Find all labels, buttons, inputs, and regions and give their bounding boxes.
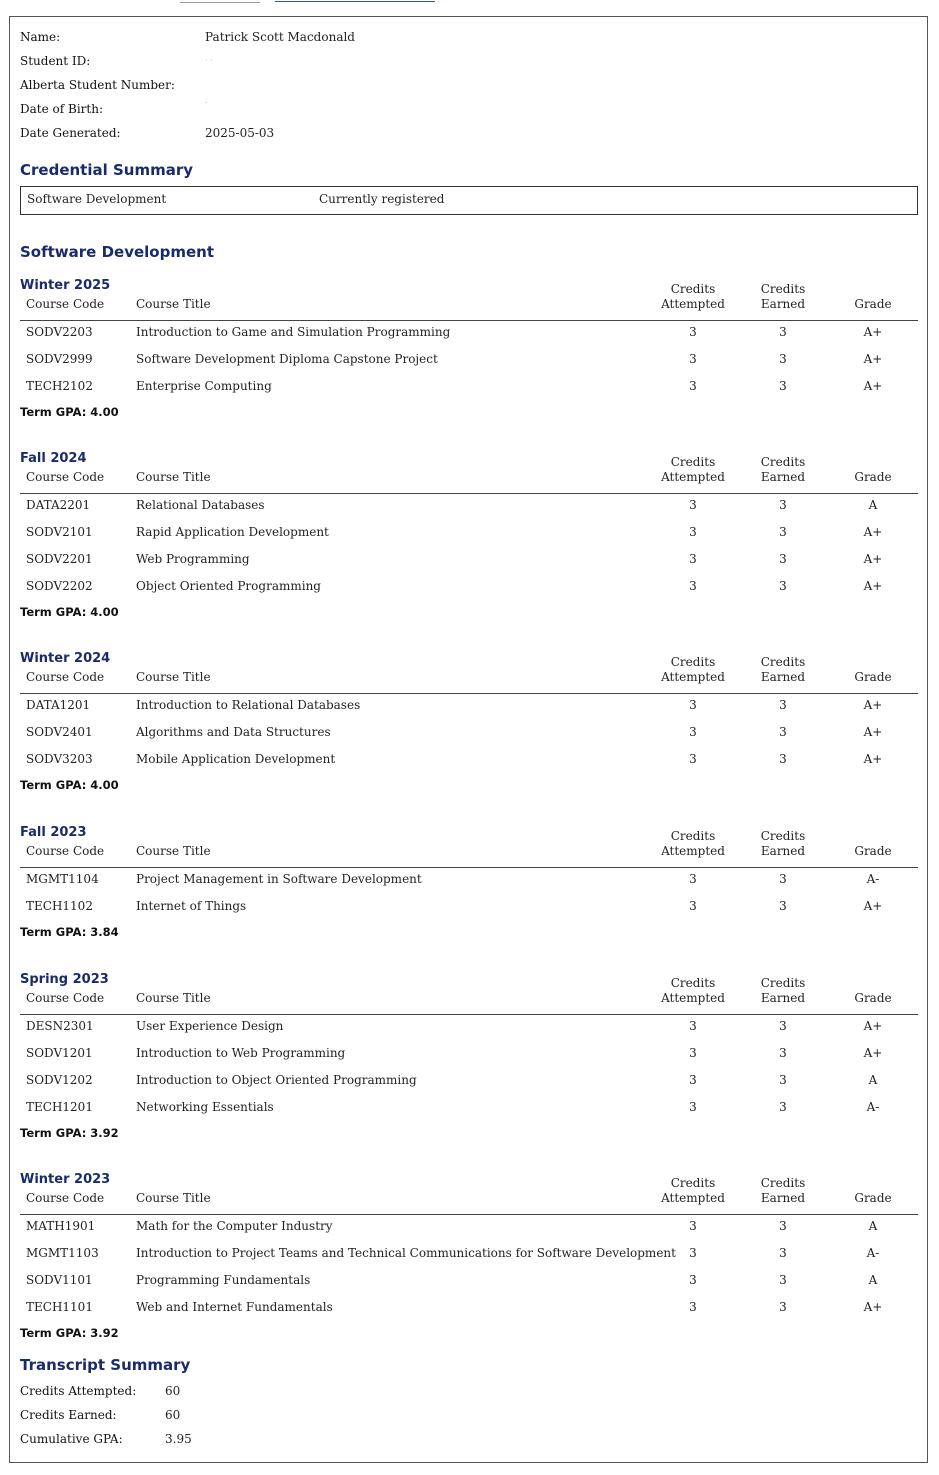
course-code: SODV3203 <box>26 752 93 766</box>
credits-attempted-value: 3 <box>689 579 697 593</box>
grade-value: A+ <box>863 325 883 339</box>
header-divider <box>20 320 918 321</box>
col-header-grade: Grade <box>854 1191 892 1205</box>
credits-attempted-value: 3 <box>689 525 697 539</box>
value-name: Patrick Scott Macdonald <box>205 30 355 44</box>
credits-attempted-value: 3 <box>689 1073 697 1087</box>
grade-value: A <box>868 498 878 512</box>
course-title: Web Programming <box>136 552 250 566</box>
course-title: Project Management in Software Development <box>136 872 422 886</box>
grade-value: A- <box>866 1246 880 1260</box>
course-code: SODV1101 <box>26 1273 93 1287</box>
col-header-course-title: Course Title <box>136 297 211 311</box>
col-header-credits-attempted: Credits <box>670 829 716 843</box>
col-header-credits-earned: Credits <box>760 655 806 669</box>
program-heading: Software Development <box>20 243 214 261</box>
col-header-credits-attempted: Attempted <box>661 991 725 1005</box>
col-header-credits-earned: Earned <box>760 1191 806 1205</box>
credits-earned-value: 3 <box>779 525 787 539</box>
credits-attempted-value: 3 <box>689 1019 697 1033</box>
credits-earned-value: 3 <box>779 325 787 339</box>
course-title: Rapid Application Development <box>136 525 329 539</box>
grade-value: A+ <box>863 899 883 913</box>
course-title: Introduction to Project Teams and Technical Communications for Software Development <box>136 1246 676 1260</box>
term-title: Winter 2023 <box>20 1172 111 1187</box>
col-header-credits-earned: Credits <box>760 282 806 296</box>
course-title: Math for the Computer Industry <box>136 1219 333 1233</box>
course-title: Software Development Diploma Capstone Project <box>136 352 438 366</box>
header-divider <box>20 693 918 694</box>
course-code: TECH1102 <box>26 899 93 913</box>
credits-earned-value: 3 <box>779 1019 787 1033</box>
course-title: Networking Essentials <box>136 1100 274 1114</box>
course-code: SODV2999 <box>26 352 93 366</box>
course-title: User Experience Design <box>136 1019 284 1033</box>
col-header-credits-earned: Credits <box>760 1176 806 1190</box>
col-header-course-title: Course Title <box>136 1191 211 1205</box>
term-title: Spring 2023 <box>20 972 109 987</box>
label-credits-attempted: Credits Attempted: <box>20 1384 137 1398</box>
credits-attempted-value: 3 <box>689 498 697 512</box>
col-header-credits-attempted: Attempted <box>661 844 725 858</box>
label-student-id: Student ID: <box>20 54 91 68</box>
col-header-grade: Grade <box>854 991 892 1005</box>
course-title: Programming Fundamentals <box>136 1273 311 1287</box>
label-dob: Date of Birth: <box>20 102 103 116</box>
credits-earned-value: 3 <box>779 1073 787 1087</box>
term-title: Winter 2025 <box>20 278 111 293</box>
credits-attempted-value: 3 <box>689 352 697 366</box>
term-gpa: Term GPA: 4.00 <box>20 778 119 792</box>
grade-value: A+ <box>863 579 883 593</box>
col-header-grade: Grade <box>854 670 892 684</box>
col-header-credits-attempted: Credits <box>670 655 716 669</box>
value-dob: - <box>205 98 208 107</box>
value-cumulative-gpa: 3.95 <box>165 1432 192 1446</box>
credits-earned-value: 3 <box>779 498 787 512</box>
credential-program: Software Development <box>27 192 167 206</box>
course-code: DESN2301 <box>26 1019 94 1033</box>
header-divider <box>20 1214 918 1215</box>
course-title: Object Oriented Programming <box>136 579 321 593</box>
course-title: Web and Internet Fundamentals <box>136 1300 333 1314</box>
term-gpa: Term GPA: 3.92 <box>20 1326 119 1340</box>
grade-value: A+ <box>863 725 883 739</box>
grade-value: A+ <box>863 752 883 766</box>
col-header-credits-attempted: Attempted <box>661 1191 725 1205</box>
credits-attempted-value: 3 <box>689 325 697 339</box>
credential-status: Currently registered <box>319 192 445 206</box>
value-credits-earned: 60 <box>165 1408 181 1422</box>
header-divider <box>20 867 918 868</box>
col-header-course-code: Course Code <box>26 297 105 311</box>
grade-value: A+ <box>863 1019 883 1033</box>
col-header-credits-earned: Earned <box>760 297 806 311</box>
label-asn: Alberta Student Number: <box>20 78 175 92</box>
credits-earned-value: 3 <box>779 1300 787 1314</box>
credits-earned-value: 3 <box>779 872 787 886</box>
course-title: Relational Databases <box>136 498 265 512</box>
credits-earned-value: 3 <box>779 1046 787 1060</box>
col-header-credits-attempted: Attempted <box>661 470 725 484</box>
grade-value: A- <box>866 872 880 886</box>
credits-attempted-value: 3 <box>689 698 697 712</box>
credits-attempted-value: 3 <box>689 752 697 766</box>
col-header-course-title: Course Title <box>136 470 211 484</box>
col-header-credits-attempted: Credits <box>670 282 716 296</box>
credits-attempted-value: 3 <box>689 872 697 886</box>
grade-value: A+ <box>863 552 883 566</box>
course-code: SODV2401 <box>26 725 93 739</box>
credits-attempted-value: 3 <box>689 1273 697 1287</box>
cut-off-link-line <box>275 0 435 2</box>
credits-attempted-value: 3 <box>689 1219 697 1233</box>
col-header-course-title: Course Title <box>136 991 211 1005</box>
col-header-course-code: Course Code <box>26 991 105 1005</box>
grade-value: A <box>868 1073 878 1087</box>
course-title: Mobile Application Development <box>136 752 336 766</box>
col-header-credits-earned: Credits <box>760 455 806 469</box>
course-title: Introduction to Game and Simulation Programming <box>136 325 451 339</box>
grade-value: A <box>868 1219 878 1233</box>
grade-value: A+ <box>863 525 883 539</box>
course-code: MGMT1103 <box>26 1246 99 1260</box>
grade-value: A+ <box>863 698 883 712</box>
col-header-grade: Grade <box>854 297 892 311</box>
credits-earned-value: 3 <box>779 379 787 393</box>
credits-attempted-value: 3 <box>689 1046 697 1060</box>
header-divider <box>20 493 918 494</box>
col-header-credits-attempted: Credits <box>670 455 716 469</box>
credential-summary-box <box>20 186 918 215</box>
credential-summary-heading: Credential Summary <box>20 161 194 179</box>
term-gpa: Term GPA: 4.00 <box>20 405 119 419</box>
label-date-generated: Date Generated: <box>20 126 121 140</box>
grade-value: A+ <box>863 1046 883 1060</box>
col-header-grade: Grade <box>854 844 892 858</box>
course-code: SODV2203 <box>26 325 93 339</box>
col-header-course-code: Course Code <box>26 844 105 858</box>
credits-earned-value: 3 <box>779 1246 787 1260</box>
course-title: Algorithms and Data Structures <box>136 725 331 739</box>
credits-attempted-value: 3 <box>689 899 697 913</box>
col-header-credits-attempted: Attempted <box>661 297 725 311</box>
grade-value: A+ <box>863 1300 883 1314</box>
course-code: SODV1201 <box>26 1046 93 1060</box>
credits-attempted-value: 3 <box>689 1300 697 1314</box>
col-header-credits-earned: Credits <box>760 976 806 990</box>
grade-value: A+ <box>863 352 883 366</box>
col-header-credits-attempted: Attempted <box>661 670 725 684</box>
term-title: Winter 2024 <box>20 651 111 666</box>
label-name: Name: <box>20 30 61 44</box>
cut-off-text-line <box>180 0 260 3</box>
grade-value: A+ <box>863 379 883 393</box>
course-code: MATH1901 <box>26 1219 96 1233</box>
credits-earned-value: 3 <box>779 1100 787 1114</box>
course-code: SODV2101 <box>26 525 93 539</box>
value-date-generated: 2025-05-03 <box>205 126 275 140</box>
credits-earned-value: 3 <box>779 698 787 712</box>
previous-page-fragment <box>0 0 939 6</box>
credits-earned-value: 3 <box>779 725 787 739</box>
col-header-credits-earned: Earned <box>760 844 806 858</box>
col-header-course-code: Course Code <box>26 1191 105 1205</box>
credits-earned-value: 3 <box>779 579 787 593</box>
course-title: Internet of Things <box>136 899 247 913</box>
course-code: SODV1202 <box>26 1073 93 1087</box>
term-title: Fall 2024 <box>20 451 87 466</box>
credits-earned-value: 3 <box>779 552 787 566</box>
course-code: SODV2202 <box>26 579 93 593</box>
col-header-credits-earned: Credits <box>760 829 806 843</box>
term-title: Fall 2023 <box>20 825 87 840</box>
grade-value: A- <box>866 1100 880 1114</box>
label-credits-earned: Credits Earned: <box>20 1408 117 1422</box>
col-header-credits-attempted: Credits <box>670 976 716 990</box>
credits-earned-value: 3 <box>779 752 787 766</box>
col-header-credits-earned: Earned <box>760 670 806 684</box>
label-cumulative-gpa: Cumulative GPA: <box>20 1432 123 1446</box>
transcript-summary-heading: Transcript Summary <box>20 1356 191 1374</box>
term-gpa: Term GPA: 4.00 <box>20 605 119 619</box>
col-header-course-code: Course Code <box>26 670 105 684</box>
course-code: TECH1101 <box>26 1300 93 1314</box>
course-title: Introduction to Relational Databases <box>136 698 361 712</box>
col-header-course-title: Course Title <box>136 670 211 684</box>
col-header-course-title: Course Title <box>136 844 211 858</box>
credits-attempted-value: 3 <box>689 1100 697 1114</box>
credits-attempted-value: 3 <box>689 552 697 566</box>
grade-value: A <box>868 1273 878 1287</box>
col-header-credits-earned: Earned <box>760 991 806 1005</box>
col-header-credits-attempted: Credits <box>670 1176 716 1190</box>
course-title: Introduction to Web Programming <box>136 1046 346 1060</box>
credits-earned-value: 3 <box>779 352 787 366</box>
course-title: Enterprise Computing <box>136 379 272 393</box>
course-title: Introduction to Object Oriented Programming <box>136 1073 417 1087</box>
col-header-credits-earned: Earned <box>760 470 806 484</box>
course-code: SODV2201 <box>26 552 93 566</box>
credits-earned-value: 3 <box>779 899 787 913</box>
credits-earned-value: 3 <box>779 1219 787 1233</box>
value-credits-attempted: 60 <box>165 1384 181 1398</box>
course-code: MGMT1104 <box>26 872 99 886</box>
col-header-grade: Grade <box>854 470 892 484</box>
term-gpa: Term GPA: 3.84 <box>20 925 119 939</box>
course-code: TECH2102 <box>26 379 93 393</box>
course-code: DATA1201 <box>26 698 91 712</box>
credits-attempted-value: 3 <box>689 725 697 739</box>
course-code: DATA2201 <box>26 498 91 512</box>
credits-attempted-value: 3 <box>689 379 697 393</box>
credits-earned-value: 3 <box>779 1273 787 1287</box>
value-student-id: · · <box>205 56 213 65</box>
col-header-course-code: Course Code <box>26 470 105 484</box>
header-divider <box>20 1014 918 1015</box>
course-code: TECH1201 <box>26 1100 93 1114</box>
credits-attempted-value: 3 <box>689 1246 697 1260</box>
term-gpa: Term GPA: 3.92 <box>20 1126 119 1140</box>
